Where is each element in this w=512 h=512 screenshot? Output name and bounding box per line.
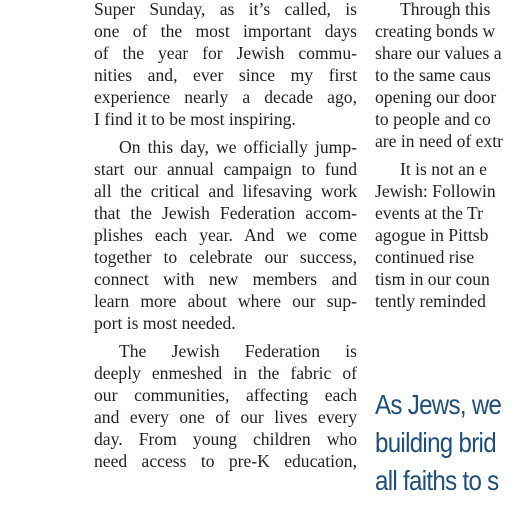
article-line: to people and co [375, 109, 491, 129]
pull-quote-line: As Jews, we [375, 389, 502, 420]
article-line: of the year for Jewish commu- [94, 43, 357, 63]
article-line: that the Jewish Federation accom- [94, 203, 357, 223]
article-line: plishes each year. And we come [94, 225, 357, 245]
article-line: On this day, we officially jump- [119, 137, 357, 157]
article-line: It is not an e [400, 159, 487, 179]
article-line: Jewish: Followin [375, 181, 496, 201]
article-line: Super Sunday, as it’s called, is [94, 0, 357, 19]
article-line: tism in our coun [375, 269, 490, 289]
article-line: start our annual campaign to fund [94, 159, 357, 179]
article-line: continued rise [375, 247, 475, 267]
article-line: are in need of extr [375, 131, 503, 151]
article-line: events at the Tr [375, 203, 484, 223]
article-line: Through this [400, 0, 491, 19]
article-line: port is most needed. [94, 313, 236, 333]
article-line: opening our door [375, 87, 497, 107]
article-line: creating bonds w [375, 21, 496, 41]
article-line: nities and, ever since my first [94, 65, 357, 85]
pull-quote-line: all faiths to s [375, 465, 499, 496]
article-line: The Jewish Federation is [119, 341, 357, 361]
article-line: I find it to be most inspiring. [94, 109, 296, 129]
article-line: together to celebrate our success, [94, 247, 357, 267]
article-line: tently reminded [375, 291, 486, 311]
article-line: experience nearly a decade ago, [94, 87, 357, 107]
article-line: day. From young children who [94, 429, 357, 449]
article-line: all the critical and lifesaving work [94, 181, 357, 201]
article-line: one of the most important days [94, 21, 357, 41]
article-line: our communities, affecting each [94, 385, 357, 405]
article-line: need access to pre-K education, [94, 451, 357, 471]
article-line: and every one of our lives every [94, 407, 357, 427]
article-line: agogue in Pittsb [375, 225, 489, 245]
article-line: deeply enmeshed in the fabric of [94, 363, 357, 383]
article-line: learn more about where our sup- [94, 291, 357, 311]
pull-quote-line: building brid [375, 427, 496, 458]
article-line: share our values a [375, 43, 502, 63]
article-line: connect with new members and [94, 269, 357, 289]
article-line: to the same caus [375, 65, 491, 85]
